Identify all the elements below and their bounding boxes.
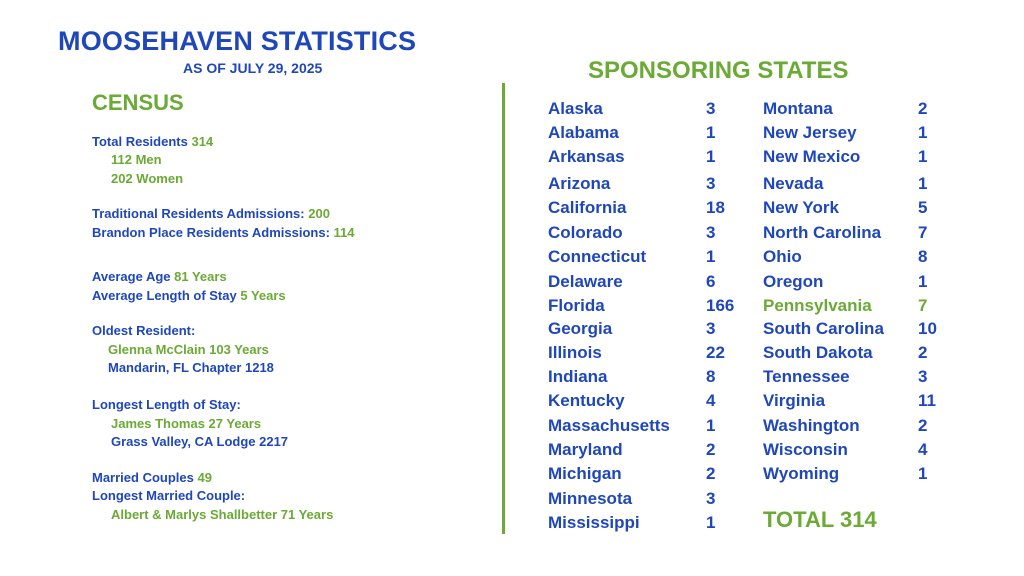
total-residents-line — [92, 134, 213, 149]
state-name: Florida — [548, 296, 605, 315]
state-count: 2 — [706, 440, 716, 459]
state-count: 2 — [918, 416, 928, 435]
total-residents-label: Total Residents — [92, 134, 188, 149]
state-name: Arkansas — [548, 147, 625, 166]
state-name: Oregon — [763, 272, 824, 291]
state-name: Alabama — [548, 123, 619, 142]
state-count: 3 — [918, 367, 928, 386]
state-count: 2 — [918, 343, 928, 362]
state-name: Wyoming — [763, 464, 840, 483]
state-count: 22 — [706, 343, 725, 362]
state-name: Colorado — [548, 223, 623, 242]
average-stay-line — [92, 288, 286, 303]
state-count: 7 — [918, 223, 928, 242]
state-name: Montana — [763, 99, 833, 118]
oldest-resident-name: Glenna McClain 103 Years — [108, 342, 269, 357]
men-count: 112 Men — [111, 152, 162, 167]
average-stay-value: 5 Years — [240, 288, 286, 303]
state-count: 166 — [706, 296, 735, 315]
average-age-value: 81 Years — [174, 269, 227, 284]
state-name: Massachusetts — [548, 416, 670, 435]
state-count: 3 — [706, 99, 716, 118]
sponsoring-states-heading: SPONSORING STATES — [588, 57, 849, 84]
state-count: 1 — [918, 123, 928, 142]
total-residents-value: 314 — [191, 134, 214, 149]
state-count: 4 — [918, 440, 928, 459]
state-count: 8 — [918, 247, 928, 266]
state-count: 18 — [706, 198, 725, 217]
state-name: Michigan — [548, 464, 622, 483]
state-name: Mississippi — [548, 513, 640, 532]
longest-stay-name: James Thomas 27 Years — [111, 416, 262, 431]
state-name: Georgia — [548, 319, 613, 338]
page-subtitle: AS OF JULY 29, 2025 — [183, 60, 323, 76]
states-total: TOTAL 314 — [763, 507, 877, 532]
state-name: Tennessee — [763, 367, 850, 386]
state-count: 11 — [918, 391, 936, 410]
state-count: 6 — [706, 272, 716, 291]
state-name: Virginia — [763, 391, 826, 410]
state-name: Pennsylvania — [763, 296, 872, 315]
state-name: Illinois — [548, 343, 602, 362]
column-divider — [502, 83, 505, 534]
state-count: 3 — [706, 223, 716, 242]
state-name: Ohio — [763, 247, 802, 266]
state-name: Alaska — [548, 99, 603, 118]
brandon-admissions-line — [92, 225, 355, 240]
state-count: 1 — [918, 464, 928, 483]
average-age-line — [92, 269, 227, 284]
longest-married-value: Albert & Marlys Shallbetter 71 Years — [111, 507, 334, 522]
state-count: 5 — [918, 198, 928, 217]
census-heading: CENSUS — [92, 90, 184, 115]
state-name: Connecticut — [548, 247, 647, 266]
state-name: California — [548, 198, 627, 217]
state-name: Minnesota — [548, 489, 633, 508]
state-name: Washington — [763, 416, 860, 435]
state-name: Nevada — [763, 174, 824, 193]
state-name: Delaware — [548, 272, 623, 291]
state-count: 1 — [918, 272, 928, 291]
state-count: 4 — [706, 391, 716, 410]
state-count: 1 — [706, 123, 716, 142]
page-title: MOOSEHAVEN STATISTICS — [58, 26, 417, 56]
brandon-admissions-label: Brandon Place Residents Admissions: — [92, 225, 330, 240]
longest-married-label: Longest Married Couple: — [92, 488, 246, 503]
state-name: South Dakota — [763, 343, 873, 362]
married-couples-value: 49 — [197, 470, 212, 485]
state-count: 1 — [918, 147, 928, 166]
longest-stay-label: Longest Length of Stay: — [92, 397, 241, 412]
women-count: 202 Women — [111, 171, 184, 186]
state-name: Maryland — [548, 440, 623, 459]
average-stay-label: Average Length of Stay — [92, 288, 237, 303]
state-count: 1 — [706, 147, 716, 166]
state-count: 2 — [918, 99, 928, 118]
state-name: New York — [763, 198, 839, 217]
married-couples-line — [92, 470, 212, 485]
married-couples-label: Married Couples — [92, 470, 194, 485]
longest-stay-lodge: Grass Valley, CA Lodge 2217 — [111, 434, 289, 449]
state-count: 10 — [918, 319, 937, 338]
brandon-admissions-value: 114 — [333, 225, 355, 240]
state-count: 2 — [706, 464, 716, 483]
state-name: Kentucky — [548, 391, 625, 410]
traditional-admissions-value: 200 — [308, 206, 330, 221]
state-count: 7 — [918, 296, 928, 315]
state-count: 8 — [706, 367, 716, 386]
state-count: 1 — [918, 174, 928, 193]
state-count: 3 — [706, 489, 716, 508]
traditional-admissions-label: Traditional Residents Admissions: — [92, 206, 305, 221]
state-count: 1 — [706, 513, 716, 532]
state-name: North Carolina — [763, 223, 882, 242]
oldest-resident-label: Oldest Resident: — [92, 323, 196, 338]
state-name: Arizona — [548, 174, 611, 193]
state-name: Wisconsin — [763, 440, 848, 459]
state-count: 1 — [706, 416, 716, 435]
state-name: Indiana — [548, 367, 608, 386]
oldest-resident-chapter: Mandarin, FL Chapter 1218 — [108, 360, 274, 375]
state-name: South Carolina — [763, 319, 884, 338]
state-count: 3 — [706, 174, 716, 193]
average-age-label: Average Age — [92, 269, 171, 284]
state-name: New Jersey — [763, 123, 857, 142]
state-name: New Mexico — [763, 147, 861, 166]
state-count: 1 — [706, 247, 716, 266]
state-count: 3 — [706, 319, 716, 338]
traditional-admissions-line — [92, 206, 330, 221]
